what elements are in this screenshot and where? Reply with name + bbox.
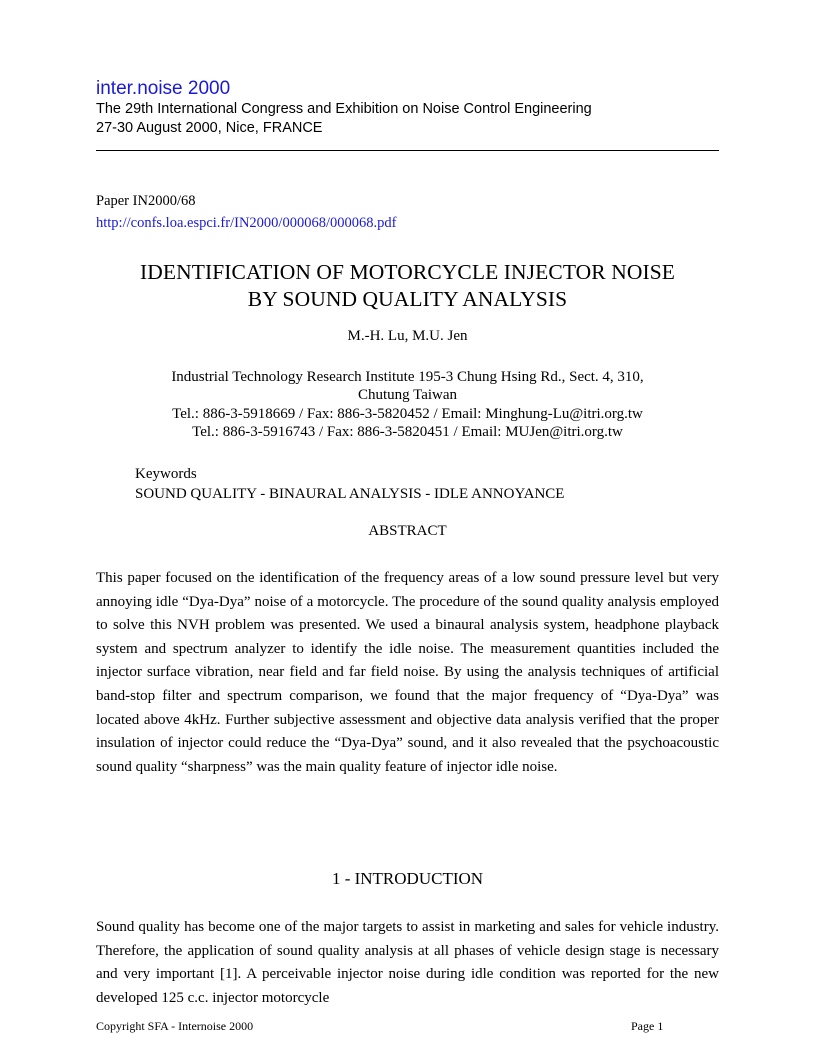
date-location: 27-30 August 2000, Nice, FRANCE [96,120,323,136]
header-divider [96,150,719,151]
title-line-2: BY SOUND QUALITY ANALYSIS [247,287,568,311]
abstract-heading: ABSTRACT [368,523,447,539]
introduction-heading: 1 - INTRODUCTION [331,869,484,888]
title-line-1: IDENTIFICATION OF MOTORCYCLE INJECTOR NOISE [139,260,676,284]
authors: M.-H. Lu, M.U. Jen [347,328,468,344]
affiliation-line-2: Chutung Taiwan [357,387,458,403]
footer-page-number: Page 1 [631,1019,664,1033]
abstract-body: This paper focused on the identification of the frequency areas of a low sound pressure level but very annoying idle “Dya-Dya” noise of a motorcycle. The procedure of the sound quality analysis employed to solve this NVH problem was presented. We used a binaural analysis system, headphone playback system and spectrum analyzer to identify the idle noise. The measurement quantities included the injector surface vibration, near field and far field noise. By using the analysis techniques of artificial band-stop filter and spectrum comparison, we found that the major frequency of “Dya-Dya” was located above 4kHz. Further subjective assessment and objective data analysis verified that the proper insulation of injector could reduce the “Dya-Dya” sound, and it also revealed that the psychoacoustic sound quality “sharpness” was the main quality feature of injector idle noise. [96,570,719,775]
conference-name: inter.noise 2000 [96,78,231,99]
paper-id: Paper IN2000/68 [96,193,196,209]
paper-title [96,259,719,313]
contact-line-1: Tel.: 886-3-5918669 / Fax: 886-3-5820452 / Email: Minghung-Lu@itri.org.tw [172,406,643,422]
footer-copyright: Copyright SFA - Internoise 2000 [96,1019,254,1033]
affiliation-line-1: Industrial Technology Research Institute 195-3 Chung Hsing Rd., Sect. 4, 310, [171,369,644,385]
contact-line-2: Tel.: 886-3-5916743 / Fax: 886-3-5820451 / Email: MUJen@itri.org.tw [192,424,623,440]
keywords-label: Keywords [135,466,197,482]
congress-line: The 29th International Congress and Exhibition on Noise Control Engineering [96,101,592,117]
introduction-body: Sound quality has become one of the major targets to assist in marketing and sales for vehicle industry. Therefore, the application of sound quality analysis at all phases of vehicle design stage is necessary and very important [1]. A perceivable injector noise during idle condition was reported for the new developed 125 c.c. injector motorcycle [96,919,719,1006]
paper-url-link[interactable]: http://confs.loa.espci.fr/IN2000/000068/000068.pdf [96,215,397,231]
keywords-list: SOUND QUALITY - BINAURAL ANALYSIS - IDLE ANNOYANCE [135,486,565,502]
